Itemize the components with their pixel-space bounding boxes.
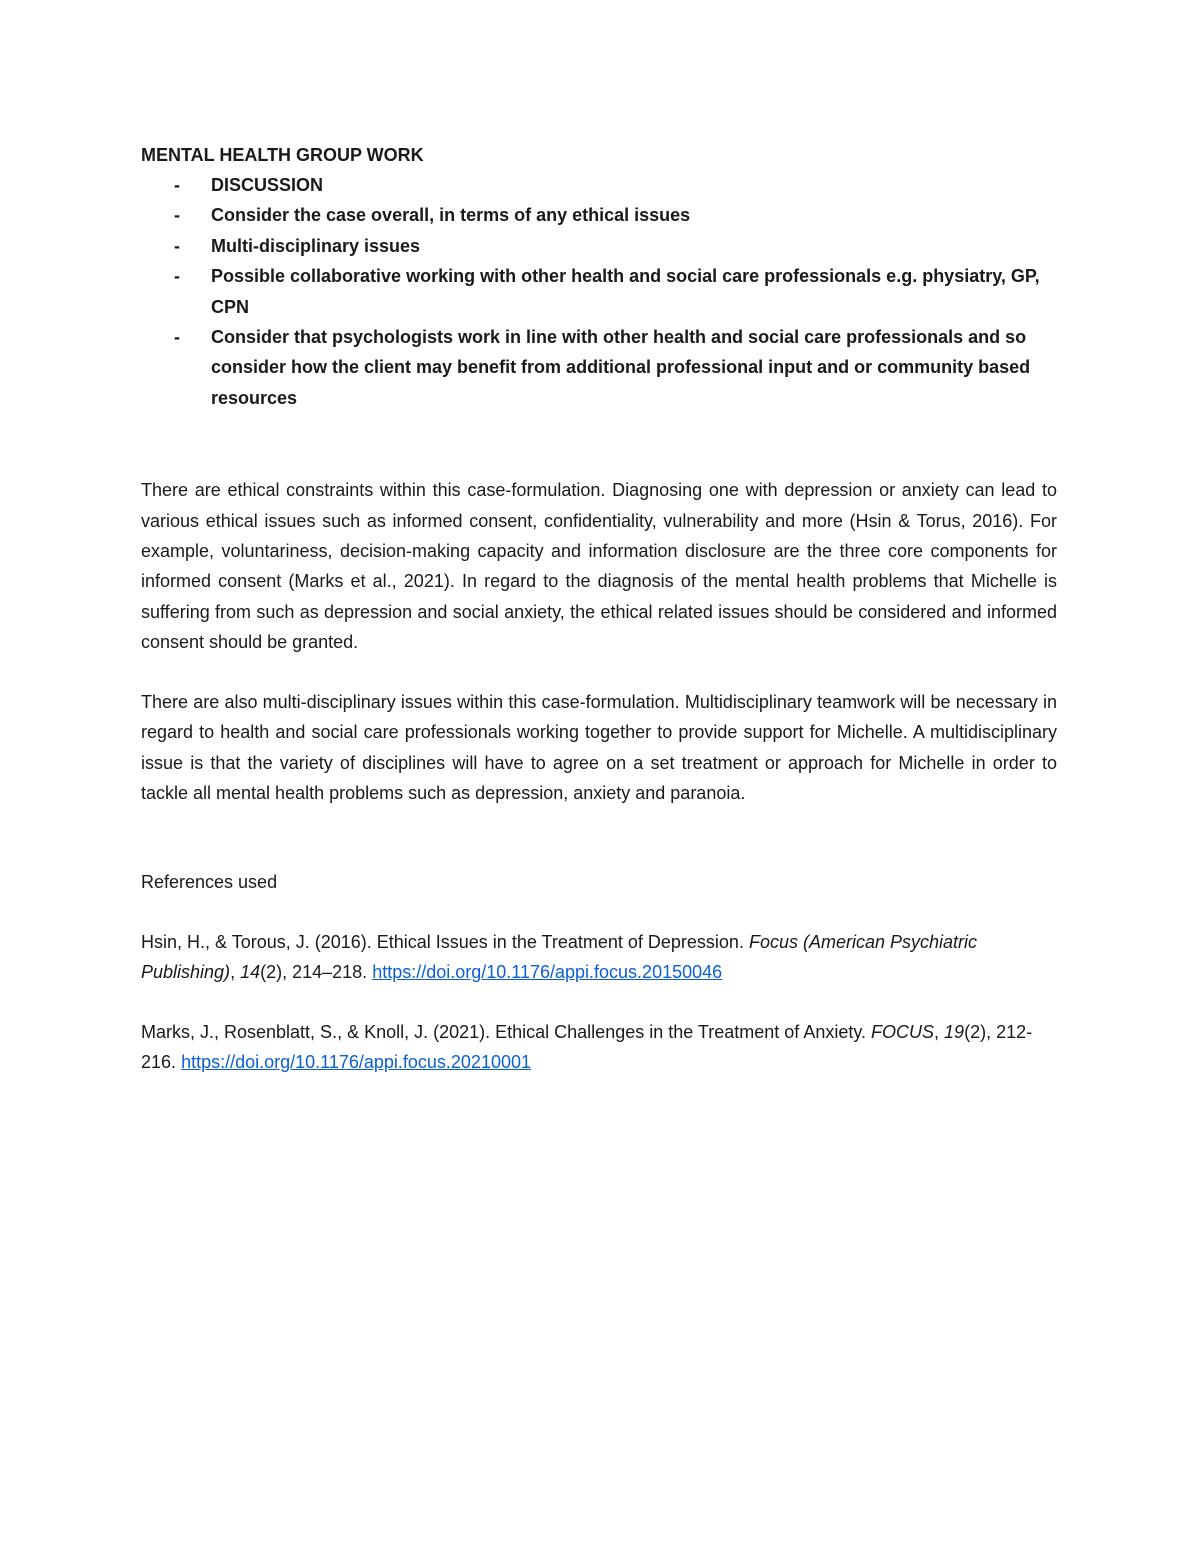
reference-journal: Focus (American Psychiatric Publishing) xyxy=(141,931,978,983)
bullet-item xyxy=(141,200,1057,230)
reference-authors: Hsin, H., & Torous, J. (2016). Ethical Issues in the Treatment of Depression. xyxy=(141,931,744,952)
document-title: MENTAL HEALTH GROUP WORK xyxy=(141,145,424,165)
bullet-text: Possible collaborative working with other health and social care professionals e.g. physiatry, GP, CPN xyxy=(211,266,1040,317)
reference-journal: FOCUS xyxy=(871,1021,935,1042)
bullet-dash: - xyxy=(174,266,180,287)
bullet-item xyxy=(141,261,1057,322)
document-page xyxy=(141,140,1057,1077)
reference-volume: 14 xyxy=(240,962,261,983)
bullet-dash: - xyxy=(174,327,180,348)
reference-entry: Marks, J., Rosenblatt, S., & Knoll, J. (2021). Ethical Challenges in the Treatment of Anxiety. FOCUS, 19(2), 212-216. https://doi.org/10.1176/appi.focus.20210001 xyxy=(141,1021,1033,1072)
references-heading: References used xyxy=(141,872,278,893)
bullet-dash: - xyxy=(174,205,180,226)
reference-doi-link[interactable]: https://doi.org/10.1176/appi.focus.20210001 xyxy=(181,1051,531,1072)
bullet-text: DISCUSSION xyxy=(211,175,324,195)
reference-authors: Marks, J., Rosenblatt, S., & Knoll, J. (2021). Ethical Challenges in the Treatment of Anxiety. xyxy=(141,1021,867,1042)
bullet-dash: - xyxy=(174,175,180,195)
reference-entry: Hsin, H., & Torous, J. (2016). Ethical Issues in the Treatment of Depression. Focus (American Psychiatric Publishing), 14(2), 214–218. https://doi.org/10.1176/appi.focus.20150046 xyxy=(141,931,978,983)
bullet-item xyxy=(141,231,1057,261)
bullet-dash: - xyxy=(174,235,180,256)
bullet-text: Consider the case overall, in terms of any ethical issues xyxy=(211,205,691,226)
bullet-text: Multi-disciplinary issues xyxy=(211,235,421,256)
discussion-bullet-list xyxy=(141,170,1057,413)
bullet-text: Consider that psychologists work in line with other health and social care professionals and so consider how the client may benefit from additional professional input and or community based resources xyxy=(211,327,1031,408)
multidisciplinary-paragraph: There are also multi-disciplinary issues within this case-formulation. Multidisciplinary teamwork will be necessary in regard to health and social care professionals working together to provide support for Michelle. A multidisciplinary issue is that the variety of disciplines will have to agree on a set treatment or approach for Michelle in order to tackle all mental health problems such as depression, anxiety and paranoia. xyxy=(141,691,1057,803)
reference-issue-pages: (2), 214–218. xyxy=(260,962,368,983)
bullet-item xyxy=(141,170,1057,200)
reference-issue-pages: (2), 212-216. xyxy=(141,1021,1033,1072)
bullet-item xyxy=(141,322,1057,413)
reference-volume: 19 xyxy=(944,1021,965,1042)
reference-doi-link[interactable]: https://doi.org/10.1176/appi.focus.20150046 xyxy=(372,962,723,983)
ethical-issues-paragraph: There are ethical constraints within this case-formulation. Diagnosing one with depression or anxiety can lead to various ethical issues such as informed consent, confidentiality, vulnerability and more (Hsin & Torus, 2016). For example, voluntariness, decision-making capacity and information disclosure are the three core components for informed consent (Marks et al., 2021). In regard to the diagnosis of the mental health problems that Michelle is suffering from such as depression and social anxiety, the ethical related issues should be considered and informed consent should be granted. xyxy=(141,480,1057,653)
